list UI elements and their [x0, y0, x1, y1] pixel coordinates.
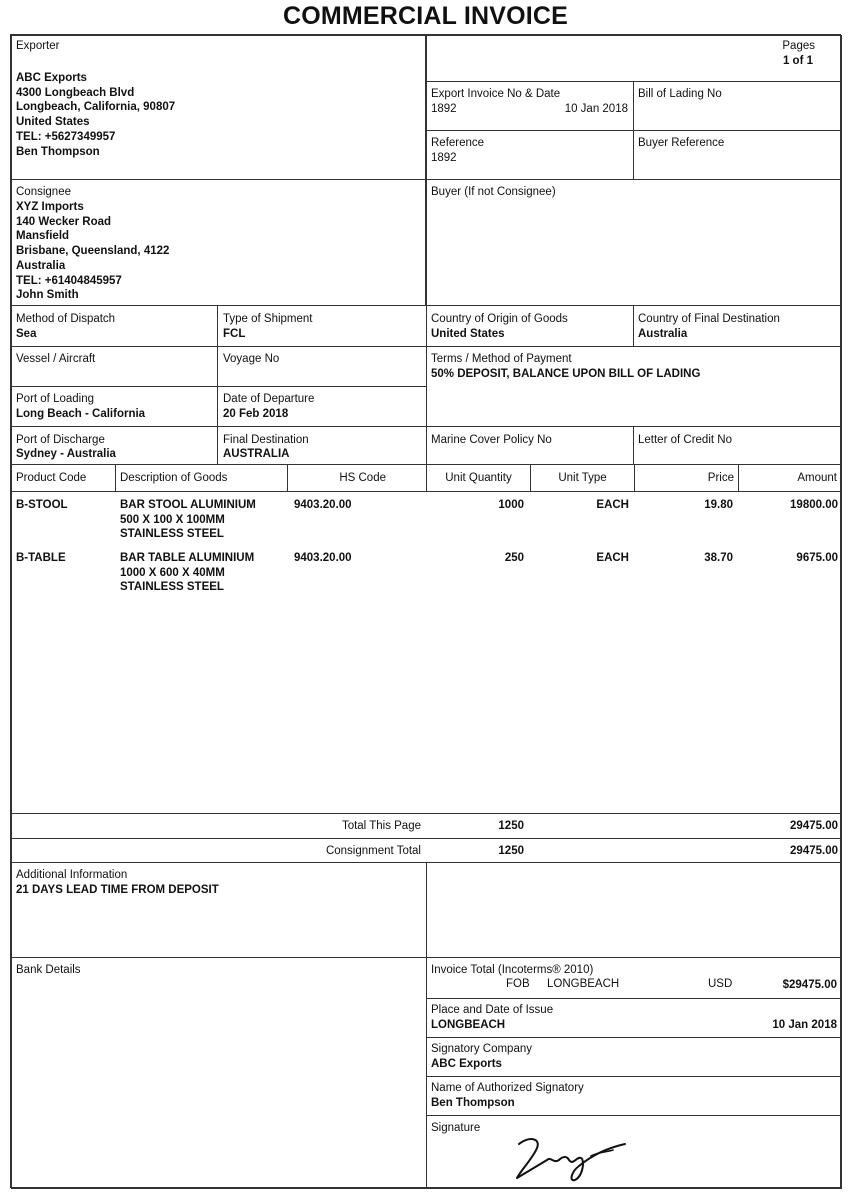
authorized-signatory-box: [426, 1076, 842, 1116]
exporter-tel: TEL: +5627349957: [16, 130, 116, 143]
marine-cover-box: [426, 426, 634, 465]
letter-of-credit-label: Letter of Credit No: [638, 434, 732, 446]
port-of-discharge-box: [11, 426, 218, 465]
items-table-body: [11, 491, 842, 814]
place-date-issue-place: LONGBEACH: [431, 1019, 506, 1031]
buyer-box: [426, 179, 842, 306]
row-hs-code: 9403.20.00: [294, 552, 352, 564]
terms-label: Terms / Method of Payment: [431, 353, 572, 365]
final-destination-box: [217, 426, 427, 465]
buyer-reference-label: Buyer Reference: [638, 137, 725, 149]
place-date-issue-date: 10 Jan 2018: [772, 1019, 837, 1031]
invoice-total-amount: $29475.00: [782, 979, 837, 991]
method-of-dispatch-value: Sea: [16, 328, 37, 340]
consignee-contact: John Smith: [16, 289, 79, 302]
total-this-page-row: [11, 813, 842, 839]
port-of-discharge-value: Sydney - Australia: [16, 448, 116, 460]
invoice-form: [10, 34, 841, 1188]
type-of-shipment-box: [217, 305, 427, 347]
consignee-box: [11, 179, 426, 306]
voyage-no-box: [217, 346, 427, 387]
export-invoice-date: 10 Jan 2018: [564, 103, 628, 115]
consignee-name: XYZ Imports: [16, 201, 84, 213]
exporter-street: 4300 Longbeach Blvd: [16, 86, 135, 99]
terms-value: 50% DEPOSIT, BALANCE UPON BILL OF LADING: [431, 368, 701, 380]
method-of-dispatch-label: Method of Dispatch: [16, 313, 116, 325]
signature-box: [426, 1115, 842, 1189]
country-of-destination-box: [633, 305, 842, 347]
exporter-box: [11, 35, 426, 180]
reference-value: 1892: [431, 152, 457, 164]
marine-cover-label: Marine Cover Policy No: [431, 434, 552, 446]
invoice-total-box: [426, 957, 842, 999]
row-description-line: BAR TABLE ALUMINIUM: [120, 552, 255, 564]
col-unit-quantity: Unit Quantity: [427, 465, 531, 491]
export-invoice-number: 1892: [431, 103, 457, 115]
buyer-label: Buyer (If not Consignee): [431, 186, 556, 198]
col-description: Description of Goods: [116, 465, 288, 491]
reference-label: Reference: [431, 137, 485, 149]
additional-info-box: [11, 862, 427, 958]
signatory-company-label: Signatory Company: [431, 1043, 532, 1055]
final-destination-value: AUSTRALIA: [223, 448, 290, 460]
row-amount: 19800.00: [790, 499, 838, 511]
consignee-street: 140 Wecker Road: [16, 215, 112, 228]
additional-info-label: Additional Information: [16, 869, 128, 881]
invoice-total-incoterm: FOB: [506, 978, 530, 990]
row-unit-type: EACH: [596, 499, 629, 511]
export-invoice-box: [426, 81, 634, 131]
consignee-address: [16, 200, 169, 303]
bank-details-label: Bank Details: [16, 964, 81, 976]
row-product-code: B-TABLE: [16, 552, 66, 564]
authorized-signatory-value: Ben Thompson: [431, 1097, 515, 1109]
additional-info-value: 21 DAYS LEAD TIME FROM DEPOSIT: [16, 884, 219, 896]
date-of-departure-value: 20 Feb 2018: [223, 408, 289, 420]
row-price: 38.70: [704, 552, 733, 564]
exporter-contact: Ben Thompson: [16, 145, 100, 158]
voyage-no-label: Voyage No: [223, 353, 280, 365]
letter-of-credit-box: [633, 426, 842, 465]
consignee-country: Australia: [16, 259, 66, 272]
bill-of-lading-box: [633, 81, 842, 131]
signature-image: [507, 1126, 637, 1186]
row-description: [120, 551, 254, 595]
row-description-line: STAINLESS STEEL: [120, 528, 224, 541]
document-title: COMMERCIAL INVOICE: [282, 2, 569, 30]
port-of-loading-label: Port of Loading: [16, 393, 95, 405]
col-unit-type: Unit Type: [531, 465, 635, 491]
vessel-box: [11, 346, 218, 387]
country-of-origin-value: United States: [431, 328, 505, 340]
pages-value: 1 of 1: [782, 55, 813, 67]
consignment-total-amount: 29475.00: [790, 845, 838, 857]
consignee-city: Brisbane, Queensland, 4122: [16, 245, 170, 258]
consignment-total-row: [11, 838, 842, 863]
reference-box: [426, 130, 634, 180]
exporter-city: Longbeach, California, 90807: [16, 101, 176, 114]
signatory-company-box: [426, 1037, 842, 1077]
consignee-tel: TEL: +61404845957: [16, 274, 122, 287]
additional-info-right-box: [426, 862, 842, 958]
country-of-origin-box: [426, 305, 634, 347]
consignment-total-quantity: 1250: [498, 845, 524, 857]
country-of-destination-label: Country of Final Destination: [638, 313, 780, 325]
terms-box: [426, 346, 842, 427]
row-unit-type: EACH: [596, 552, 629, 564]
col-amount: Amount: [797, 472, 837, 484]
invoice-total-label: Invoice Total (Incoterms® 2010): [431, 964, 594, 976]
total-this-page-label: Total This Page: [341, 820, 421, 832]
country-of-origin-label: Country of Origin of Goods: [431, 313, 568, 325]
pages-label: Pages: [782, 40, 815, 52]
row-description-line: BAR STOOL ALUMINIUM: [120, 499, 256, 511]
signatory-company-value: ABC Exports: [431, 1058, 502, 1070]
row-description-line: 1000 X 600 X 40MM: [120, 566, 225, 579]
authorized-signatory-label: Name of Authorized Signatory: [431, 1082, 584, 1094]
date-of-departure-box: [217, 386, 427, 427]
port-of-loading-box: [11, 386, 218, 427]
final-destination-label: Final Destination: [223, 434, 309, 446]
row-hs-code: 9403.20.00: [294, 499, 352, 511]
consignment-total-label: Consignment Total: [325, 845, 421, 857]
method-of-dispatch-box: [11, 305, 218, 347]
row-product-code: B-STOOL: [16, 499, 68, 511]
row-description-line: 500 X 100 X 100MM: [120, 513, 225, 526]
port-of-loading-value: Long Beach - California: [16, 408, 146, 420]
vessel-label: Vessel / Aircraft: [16, 353, 96, 365]
row-amount: 9675.00: [796, 552, 838, 564]
exporter-address: [16, 71, 175, 159]
export-invoice-label: Export Invoice No & Date: [431, 88, 561, 100]
row-description-line: STAINLESS STEEL: [120, 581, 224, 594]
date-of-departure-label: Date of Departure: [223, 393, 315, 405]
exporter-name: ABC Exports: [16, 72, 87, 84]
row-price: 19.80: [704, 499, 733, 511]
items-table-header: [11, 464, 842, 492]
invoice-total-currency: USD: [708, 978, 733, 990]
invoice-total-place: LONGBEACH: [547, 978, 620, 990]
exporter-label: Exporter: [16, 40, 60, 52]
pages-box: [426, 35, 842, 82]
signature-label: Signature: [431, 1122, 481, 1134]
consignee-label: Consignee: [16, 186, 71, 198]
exporter-country: United States: [16, 116, 90, 129]
row-unit-quantity: 1000: [498, 499, 524, 511]
col-price: Price: [635, 465, 739, 491]
place-date-issue-box: [426, 998, 842, 1038]
country-of-destination-value: Australia: [638, 328, 688, 340]
buyer-reference-box: [633, 130, 842, 180]
port-of-discharge-label: Port of Discharge: [16, 434, 105, 446]
total-this-page-amount: 29475.00: [790, 820, 838, 832]
place-date-issue-label: Place and Date of Issue: [431, 1004, 554, 1016]
col-product-code: Product Code: [12, 465, 116, 491]
row-unit-quantity: 250: [504, 552, 524, 564]
bank-details-box: [11, 957, 427, 1189]
col-hs-code: HS Code: [288, 465, 427, 491]
consignee-suburb: Mansfield: [16, 230, 70, 243]
type-of-shipment-label: Type of Shipment: [223, 313, 313, 325]
total-this-page-quantity: 1250: [498, 820, 524, 832]
type-of-shipment-value: FCL: [223, 328, 246, 340]
bill-of-lading-label: Bill of Lading No: [638, 88, 722, 100]
row-description: [120, 498, 256, 542]
